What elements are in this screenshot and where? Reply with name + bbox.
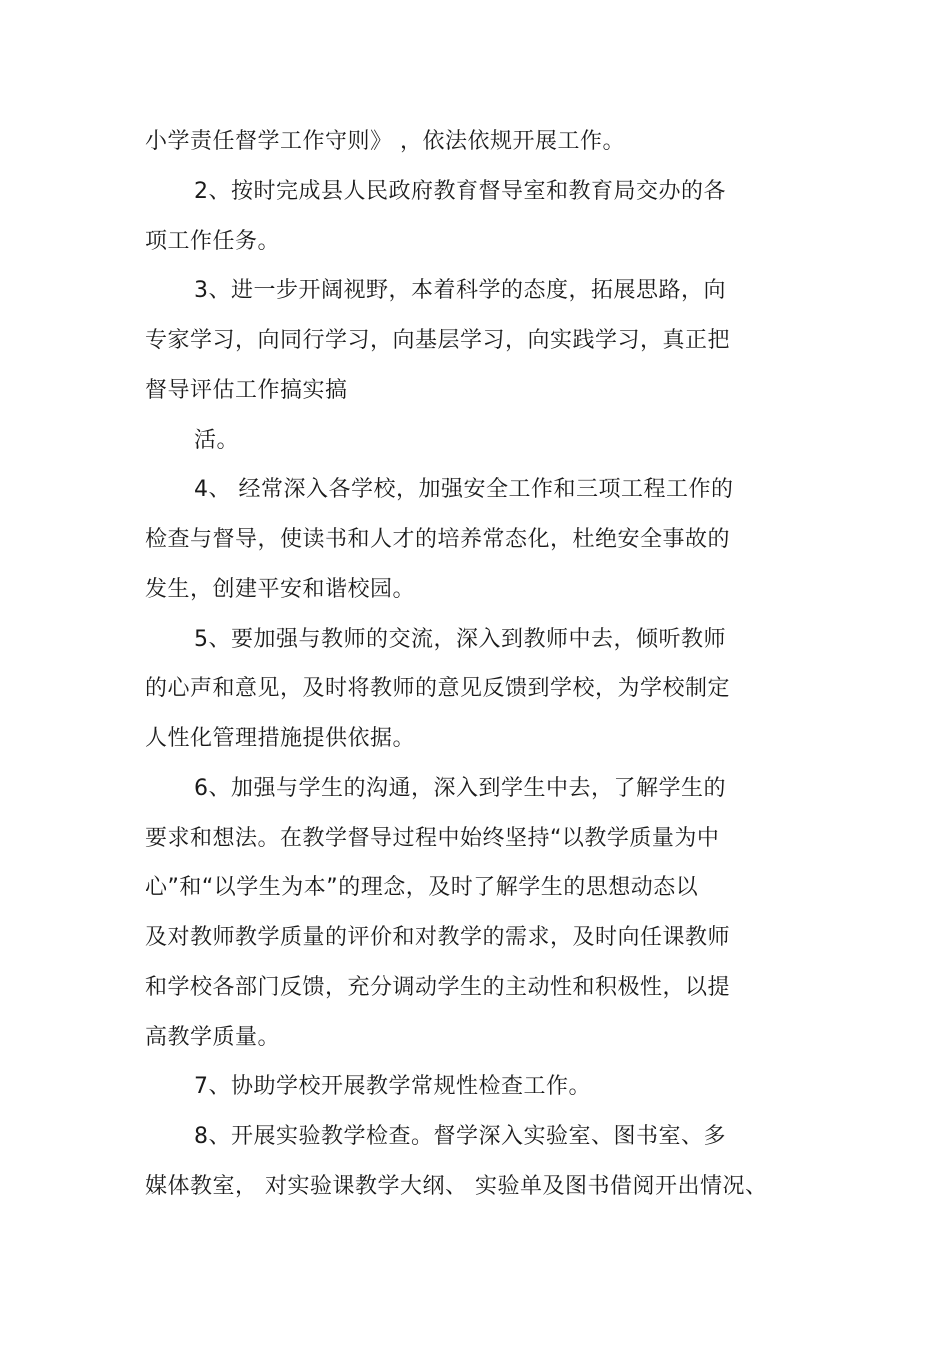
text-line: 发生，创建平安和谐校园。 — [145, 577, 416, 602]
text-line: 2、按时完成县人民政府教育督导室和教育局交办的各 — [194, 179, 726, 204]
text-line: 及对教师教学质量的评价和对教学的需求，及时向任课教师 — [145, 925, 731, 950]
text-line: 和学校各部门反馈，充分调动学生的主动性和积极性，以提 — [145, 975, 731, 1000]
text-line: 高教学质量。 — [145, 1025, 281, 1050]
text-line: 项工作任务。 — [145, 229, 281, 254]
text-line: 的心声和意见，及时将教师的意见反馈到学校，为学校制定 — [145, 676, 731, 701]
text-line: 5、要加强与教师的交流，深入到教师中去，倾听教师 — [194, 627, 726, 652]
text-line: 6、加强与学生的沟通，深入到学生中去，了解学生的 — [194, 776, 726, 801]
text-line: 4、 经常深入各学校，加强安全工作和三项工程工作的 — [194, 477, 734, 502]
text-line: 3、进一步开阔视野，本着科学的态度，拓展思路，向 — [194, 278, 726, 303]
text-line: 专家学习，向同行学习，向基层学习，向实践学习，真正把 — [145, 328, 731, 353]
text-line: 检查与督导，使读书和人才的培养常态化，杜绝安全事故的 — [145, 527, 731, 552]
text-line: 8、开展实验教学检查。督学深入实验室、图书室、多 — [194, 1124, 726, 1149]
text-line: 心”和“以学生为本”的理念，及时了解学生的思想动态以 — [145, 875, 699, 900]
text-line: 人性化管理措施提供依据。 — [145, 726, 416, 751]
text-line: 要求和想法。在教学督导过程中始终坚持“以教学质量为中 — [145, 826, 720, 851]
text-line: 7、协助学校开展教学常规性检查工作。 — [194, 1074, 591, 1099]
text-line: 小学责任督学工作守则》 ，依法依规开展工作。 — [145, 129, 625, 154]
text-line: 媒体教室， 对实验课教学大纲、 实验单及图书借阅开出情况、 — [145, 1174, 768, 1199]
text-line: 活。 — [194, 428, 240, 453]
text-line: 督导评估工作搞实搞 — [145, 378, 348, 403]
